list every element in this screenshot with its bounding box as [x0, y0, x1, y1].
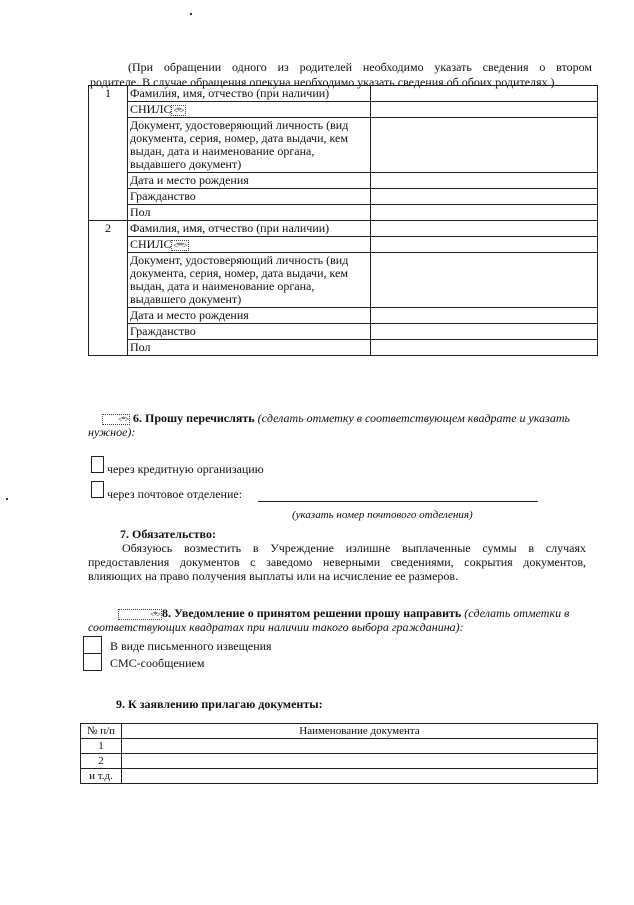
- field-label: [128, 173, 371, 189]
- option-sms-label: СМС-сообщением: [110, 656, 205, 670]
- field-value[interactable]: [371, 253, 598, 308]
- field-label-text: Документ, удостоверяющий личность (вид документа, серия, номер, дата выдачи, кем выдан, дата и наименование органа, выдавшего документ): [130, 253, 349, 306]
- parent-number: 1: [89, 86, 128, 102]
- post-office-caption: (указать номер почтового отделения): [292, 509, 473, 521]
- section-8: [88, 606, 586, 634]
- field-label: [128, 205, 371, 221]
- field-label: [128, 221, 371, 237]
- document-name-cell[interactable]: [122, 769, 598, 784]
- field-label-text: Фамилия, имя, отчество (при наличии): [130, 221, 330, 235]
- footnote-stamp: <*>: [102, 414, 130, 425]
- post-office-number-field[interactable]: [258, 501, 538, 502]
- field-label: [128, 86, 371, 102]
- option-written-notice-label: В виде письменного извещения: [110, 639, 272, 653]
- row-number: 2: [81, 754, 122, 769]
- field-label-text: Гражданство: [130, 189, 196, 203]
- column-header-number: № п/п: [81, 724, 122, 739]
- parent-number: [89, 253, 128, 308]
- section-8-title: 8. Уведомление о принятом решении прошу направить: [162, 606, 462, 620]
- field-label: [128, 308, 371, 324]
- field-label: [128, 189, 371, 205]
- column-header-document-name: Наименование документа: [122, 724, 598, 739]
- section-7-title: 7. Обязательство:: [120, 527, 216, 541]
- parent-number: [89, 102, 128, 118]
- parent-number: [89, 308, 128, 324]
- field-value[interactable]: [371, 86, 598, 102]
- footnote-stamp: <*>: [173, 105, 184, 115]
- field-value[interactable]: [371, 221, 598, 237]
- field-label-text: СНИЛС: [130, 102, 172, 116]
- row-number: 1: [81, 739, 122, 754]
- scan-speck: [190, 13, 192, 15]
- intro-line-2: родителе. В случае обращения опекуна необходимо указать сведения об обоих родителях.): [90, 75, 555, 89]
- field-value[interactable]: [371, 308, 598, 324]
- parent-number: 2: [89, 221, 128, 237]
- section-6-note: (сделать отметку в соответствующем квадрате и указать нужное):: [88, 411, 570, 439]
- field-label-text: Дата и место рождения: [130, 173, 249, 187]
- section-9-title: 9. К заявлению прилагаю документы:: [116, 697, 323, 711]
- parent-row: [89, 173, 598, 189]
- field-value[interactable]: [371, 118, 598, 173]
- field-value[interactable]: [371, 189, 598, 205]
- parent-number: [89, 237, 128, 253]
- field-label-text: Документ, удостоверяющий личность (вид документа, серия, номер, дата выдачи, кем выдан, дата и наименование органа, выдавшего документ): [130, 118, 349, 171]
- footnote-stamp: <*>: [118, 609, 162, 620]
- field-value[interactable]: [371, 340, 598, 356]
- parent-row: [89, 237, 598, 253]
- parent-row: [89, 324, 598, 340]
- field-label: [128, 253, 371, 308]
- document-name-cell[interactable]: [122, 754, 598, 769]
- section-6-title: 6. Прошу перечислять: [133, 411, 255, 425]
- table-row: [81, 769, 598, 784]
- parent-row: [89, 86, 598, 102]
- field-label-text: Пол: [130, 205, 151, 219]
- parent-row: [89, 221, 598, 237]
- parent-row: [89, 308, 598, 324]
- field-label: [128, 102, 371, 118]
- checkbox-post-office[interactable]: [91, 481, 104, 498]
- documents-table: [80, 723, 598, 784]
- option-post-office-label: через почтовое отделение:: [107, 487, 243, 501]
- field-label: [128, 118, 371, 173]
- scan-speck: [6, 498, 8, 500]
- parent-row: [89, 102, 598, 118]
- parent-row: [89, 189, 598, 205]
- row-number: и т.д.: [81, 769, 122, 784]
- intro-line-1: (При обращении одного из родителей необходимо указать сведения о втором: [128, 60, 592, 74]
- parents-table: [88, 85, 598, 356]
- table-row: [81, 754, 598, 769]
- table-row: [81, 739, 598, 754]
- parent-row: [89, 253, 598, 308]
- checkbox-sms[interactable]: [83, 653, 102, 671]
- section-7: [88, 527, 586, 583]
- section-7-text: Обязуюсь возместить в Учреждение излишне выплаченные суммы в случаях предоставления документов с заведомо неверными сведениями, сокрытия документов, влияющих на право получения выплаты или на исчисление ее размеров.: [88, 541, 586, 583]
- field-label-text: Гражданство: [130, 324, 196, 338]
- parent-number: [89, 205, 128, 221]
- parent-number: [89, 189, 128, 205]
- parent-number: [89, 324, 128, 340]
- field-label: [128, 237, 371, 253]
- parent-number: [89, 118, 128, 173]
- option-credit-org-label: через кредитную организацию: [107, 462, 264, 476]
- field-label-text: СНИЛС: [130, 237, 172, 251]
- field-label-text: Пол: [130, 340, 151, 354]
- parent-row: [89, 118, 598, 173]
- field-label-text: Фамилия, имя, отчество (при наличии): [130, 86, 330, 100]
- field-value[interactable]: [371, 205, 598, 221]
- parent-number: [89, 173, 128, 189]
- checkbox-written-notice[interactable]: [83, 636, 102, 654]
- field-label: [128, 324, 371, 340]
- field-value[interactable]: [371, 324, 598, 340]
- parent-row: [89, 340, 598, 356]
- field-value[interactable]: [371, 102, 598, 118]
- section-6: [88, 411, 588, 439]
- parent-row: [89, 205, 598, 221]
- section-8-note: (сделать отметки в соответствующих квадратах при наличии такого выбора гражданина):: [88, 606, 570, 634]
- document-name-cell[interactable]: [122, 739, 598, 754]
- footnote-stamp: <**>: [173, 240, 187, 250]
- field-label-text: Дата и место рождения: [130, 308, 249, 322]
- parent-number: [89, 340, 128, 356]
- field-value[interactable]: [371, 237, 598, 253]
- field-label: [128, 340, 371, 356]
- field-value[interactable]: [371, 173, 598, 189]
- checkbox-credit-org[interactable]: [91, 456, 104, 473]
